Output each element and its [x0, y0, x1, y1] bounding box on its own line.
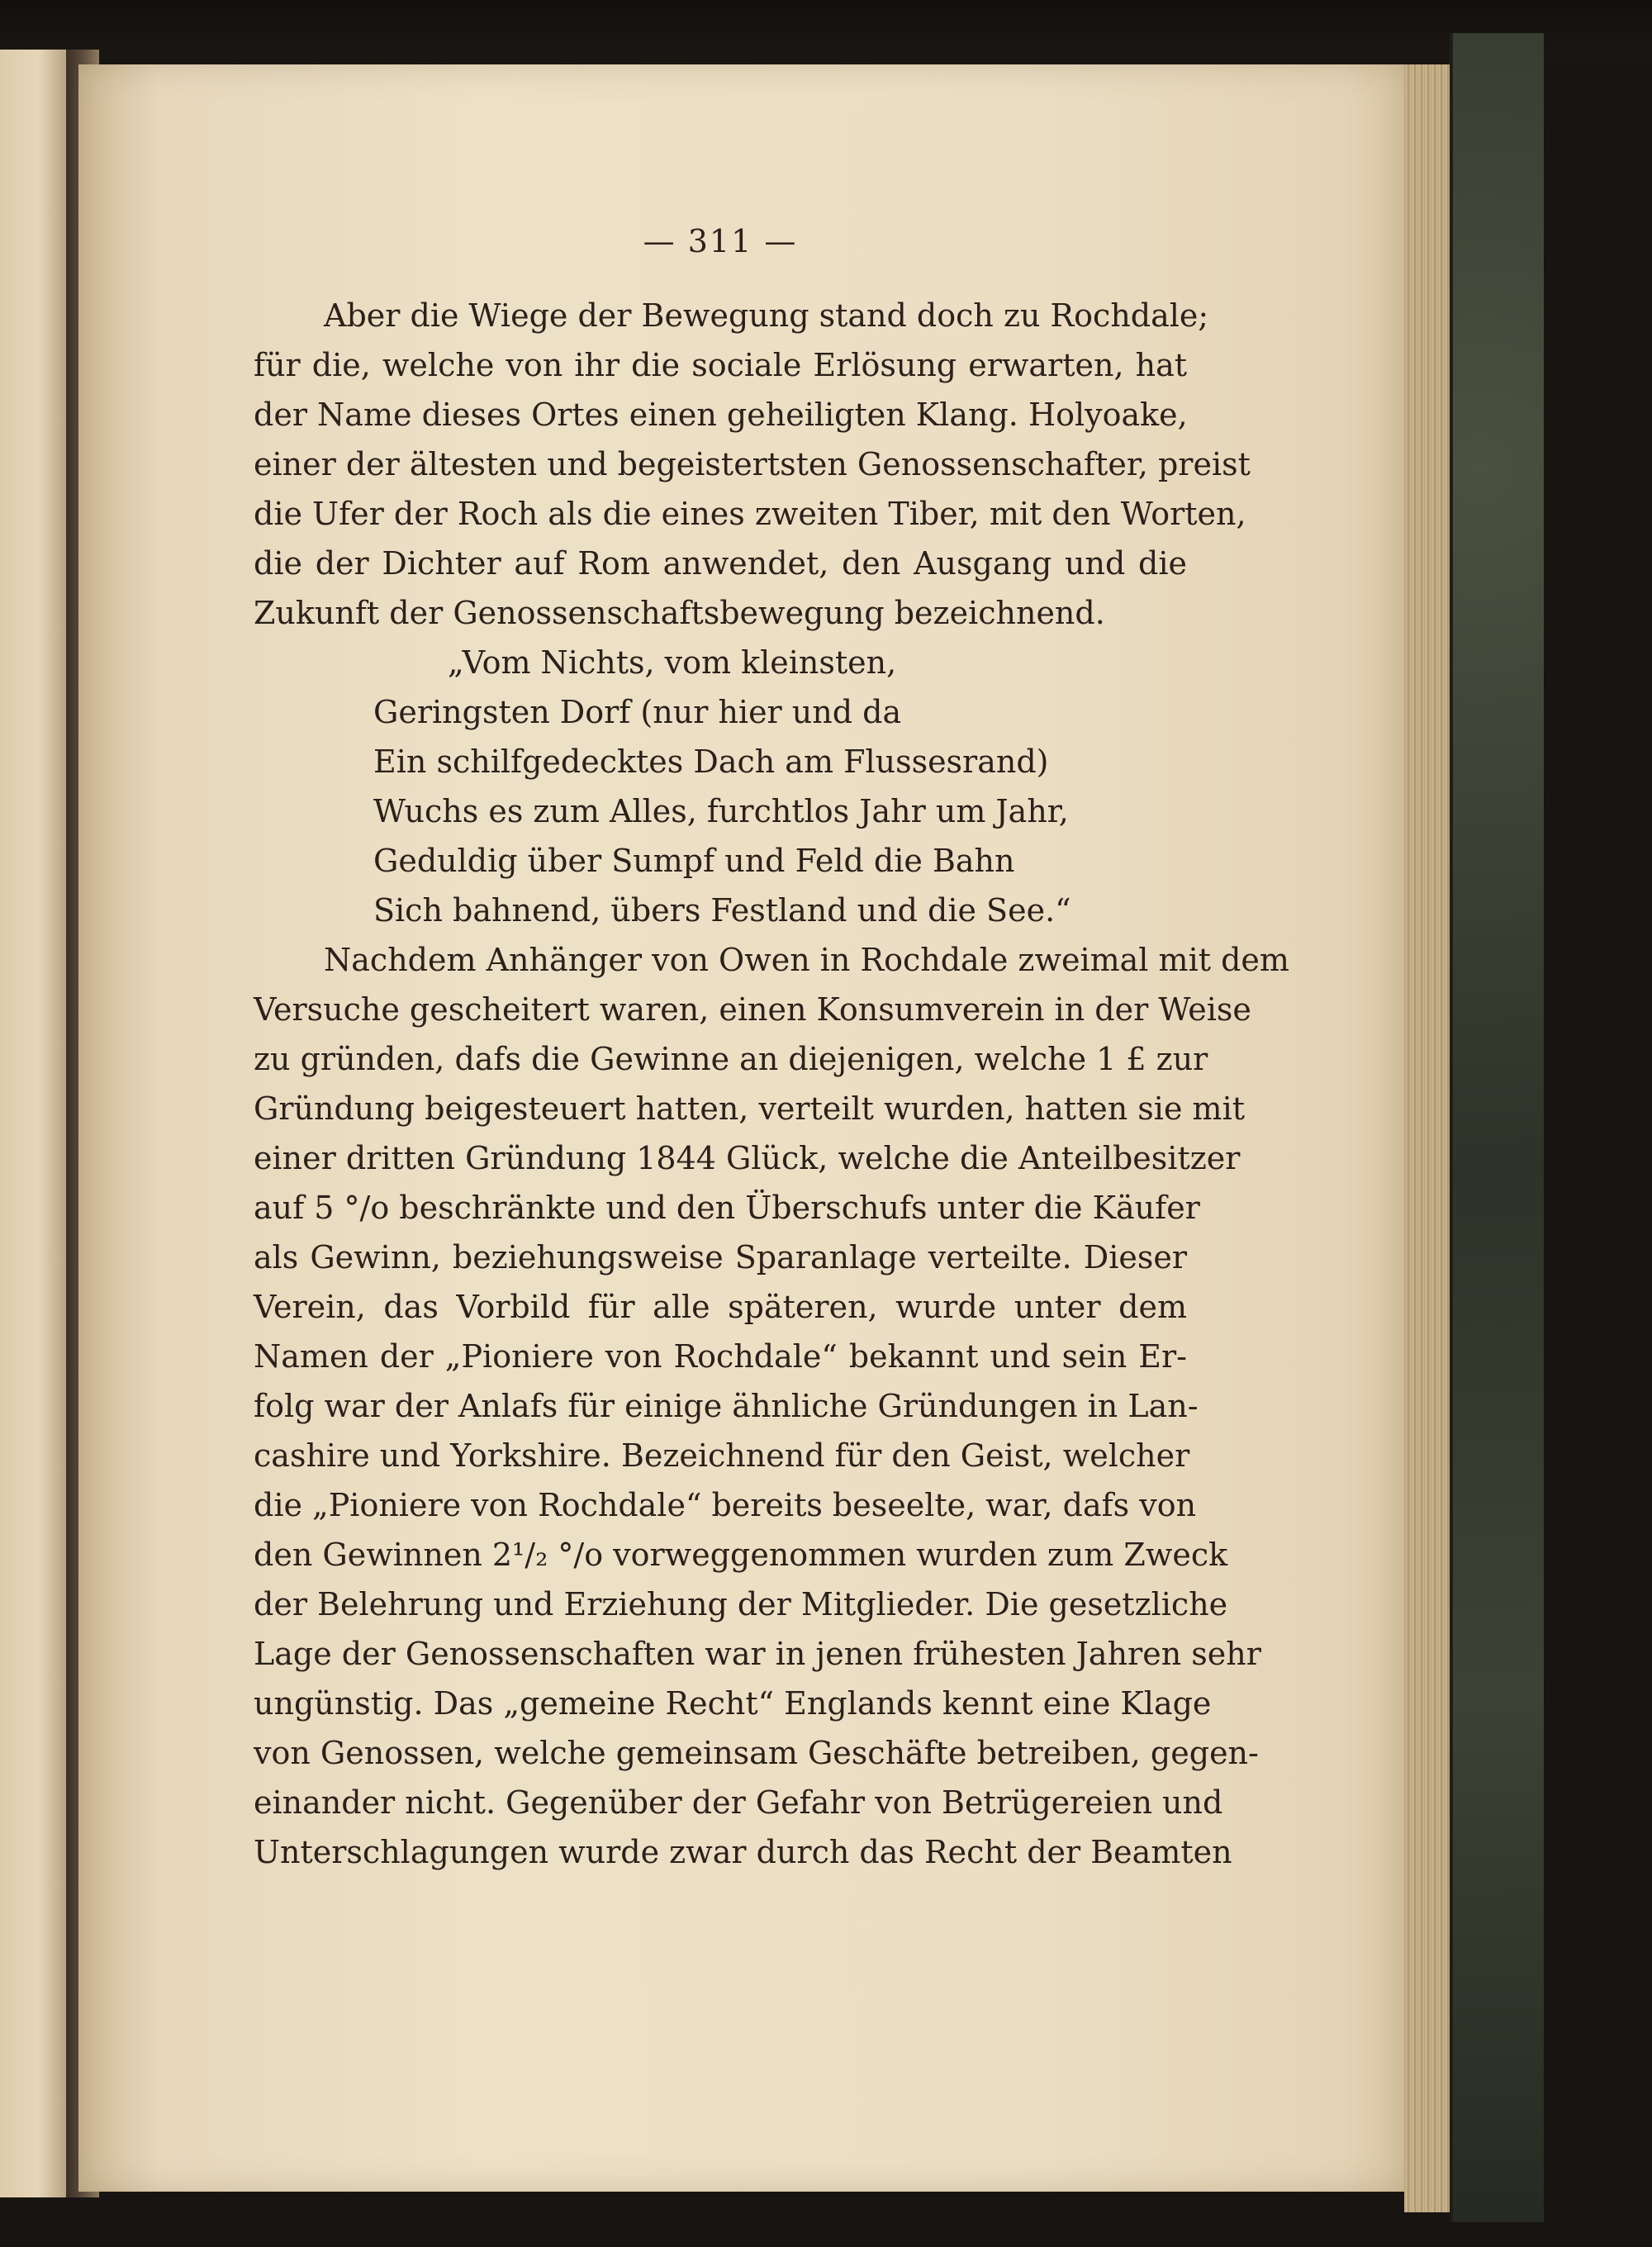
text-line: Lage der Genossenschaften war in jenen frühesten Jahren sehr: [254, 1636, 1261, 1672]
text-line: als Gewinn, beziehungsweise Sparanlage verteilte. Dieser: [254, 1239, 1187, 1276]
text-line: Unterschlagungen wurde zwar durch das Recht der Beamten: [254, 1834, 1232, 1870]
paragraph-1: [254, 291, 1251, 638]
text-line: Nachdem Anhänger von Owen in Rochdale zweimal mit dem: [324, 942, 1289, 978]
text-line: Verein, das Vorbild für alle späteren, wurde unter dem: [254, 1289, 1187, 1325]
poem-line: Geduldig über Sumpf und Feld die Bahn: [373, 843, 1015, 879]
text-line: einer der ältesten und begeistertsten Genossenschafter, preist: [254, 446, 1251, 482]
text-line: der Name dieses Ortes einen geheiligten Klang. Holyoake,: [254, 397, 1188, 433]
text-line: Zukunft der Genossenschaftsbewegung bezeichnend.: [254, 595, 1105, 631]
text-line: zu gründen, dafs die Gewinne an diejenigen, welche 1 £ zur: [254, 1041, 1208, 1077]
text-line: die Ufer der Roch als die eines zweiten Tiber, mit den Worten,: [254, 496, 1246, 532]
page-block-edge: [1404, 64, 1454, 2212]
text-line: Versuche gescheitert waren, einen Konsumverein in der Weise: [254, 991, 1251, 1028]
text-line: die der Dichter auf Rom anwendet, den Ausgang und die: [254, 545, 1187, 582]
text-line: auf 5 °/o beschränkte und den Überschufs unter die Käufer: [254, 1190, 1200, 1226]
page-text: [254, 216, 1289, 1877]
text-line: den Gewinnen 2¹/₂ °/o vorweggenommen wurden zum Zweck: [254, 1537, 1228, 1573]
left-page-edge: [0, 50, 74, 2197]
background-shadow: [0, 0, 1652, 74]
poem-line: Geringsten Dorf (nur hier und da: [373, 694, 902, 730]
poem-line: Wuchs es zum Alles, furchtlos Jahr um Jahr,: [373, 793, 1069, 829]
poem-line: „Vom Nichts, vom kleinsten,: [448, 644, 897, 681]
text-line: Namen der „Pioniere von Rochdale“ bekannt und sein Er-: [254, 1338, 1187, 1375]
text-line: Gründung beigesteuert hatten, verteilt wurden, hatten sie mit: [254, 1090, 1245, 1127]
text-line: die „Pioniere von Rochdale“ bereits beseelte, war, dafs von: [254, 1487, 1197, 1523]
text-line: der Belehrung und Erziehung der Mitglieder. Die gesetzliche: [254, 1586, 1228, 1622]
text-line: ungünstig. Das „gemeine Recht“ Englands kennt eine Klage: [254, 1685, 1212, 1722]
text-line: einander nicht. Gegenüber der Gefahr von Betrügereien und: [254, 1784, 1223, 1821]
text-line: von Genossen, welche gemeinsam Geschäfte betreiben, gegen-: [254, 1735, 1259, 1771]
cover-board: [1450, 33, 1544, 2222]
poem-line: Sich bahnend, übers Festland und die See.“: [373, 892, 1071, 929]
text-line: einer dritten Gründung 1844 Glück, welche die Anteilbesitzer: [254, 1140, 1241, 1176]
text-line: für die, welche von ihr die sociale Erlösung erwarten, hat: [254, 347, 1187, 383]
text-line: folg war der Anlafs für einige ähnliche Gründungen in Lan-: [254, 1388, 1199, 1424]
poem-quote: [254, 638, 1187, 935]
text-line: cashire und Yorkshire. Bezeichnend für den Geist, welcher: [254, 1437, 1190, 1474]
page-number: — 311 —: [643, 223, 798, 259]
paragraph-2: [254, 935, 1289, 1877]
poem-line: Ein schilfgedecktes Dach am Flussesrand): [373, 743, 1049, 780]
text-line: Aber die Wiege der Bewegung stand doch zu Rochdale;: [324, 297, 1209, 334]
